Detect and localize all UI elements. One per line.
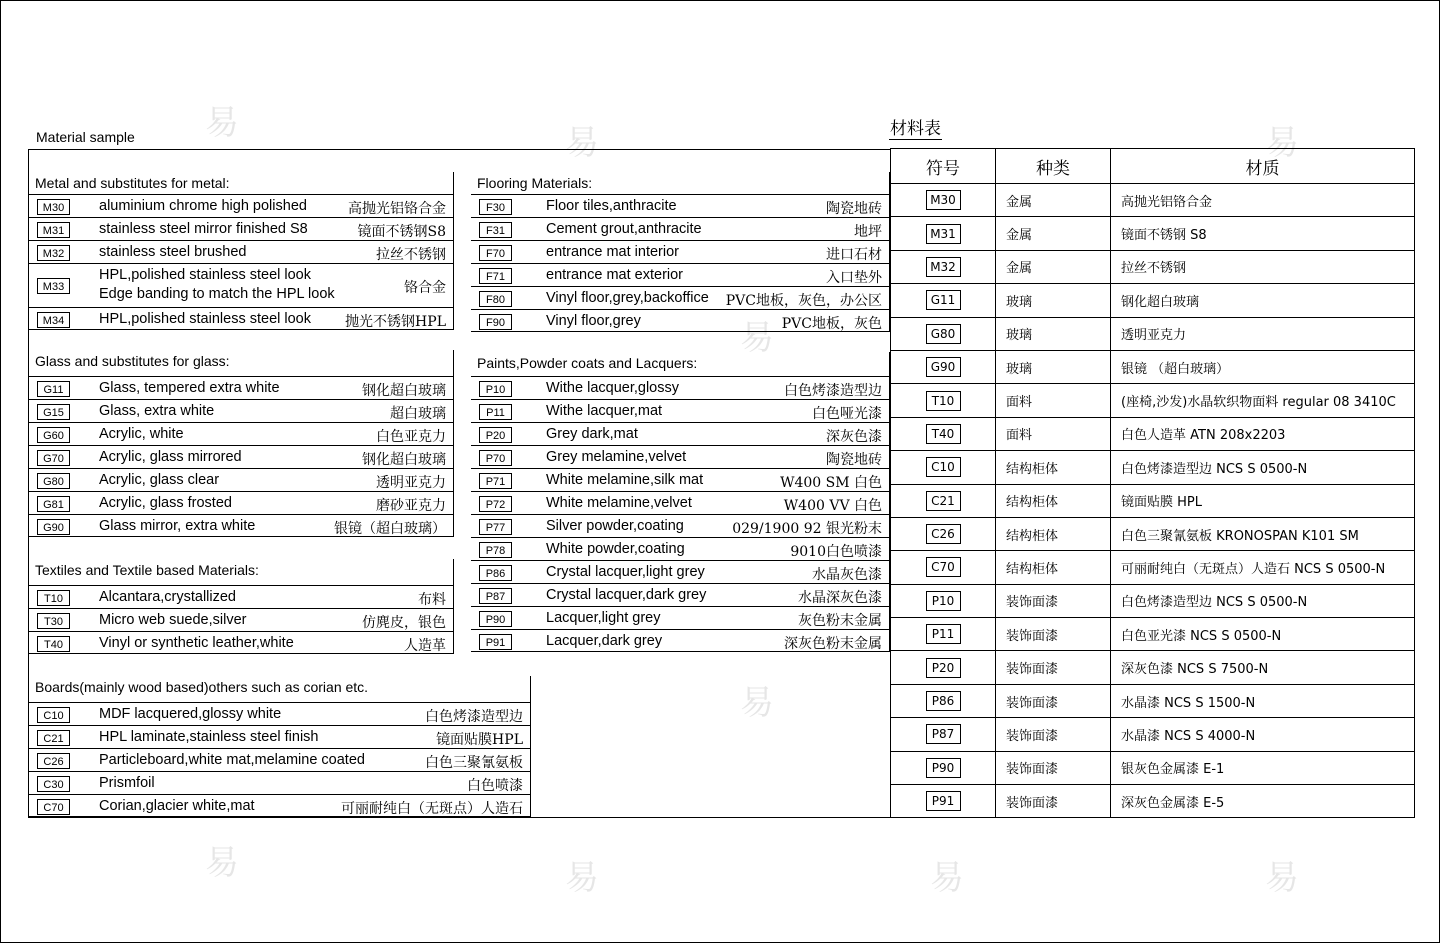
material-code: P78 [479,542,512,558]
material-table-row [891,451,1415,484]
textiles-heading: Textiles and Textile based Materials: [35,562,259,578]
cell-code [891,484,996,517]
material-name-en: Withe lacquer,mat [546,402,663,419]
material-code: P91 [479,634,512,650]
material-name-en: MDF lacquered,glossy white [99,705,282,722]
code-box: G90 [926,357,961,377]
material-name-en: aluminium chrome high polished [99,197,307,214]
material-code: F90 [479,314,512,330]
material-name-en: Acrylic, glass mirrored [99,448,242,465]
material-name-en: stainless steel mirror finished S8 [99,220,308,237]
material-code: F30 [479,199,512,215]
cell-type: 面料 [996,417,1111,450]
material-name-cn: 镜面不锈钢S8 [357,223,446,240]
cell-material: 白色亚光漆 NCS S 0500-N [1111,618,1415,651]
material-name-en: Cement grout,anthracite [546,220,702,237]
material-code: G70 [37,450,70,466]
material-name-en: HPL,polished stainless steel look [99,267,311,283]
material-name-en: Crystal lacquer,dark grey [546,586,707,603]
material-name-cn: PVC地板，灰色 [781,315,882,332]
material-name-en: Grey dark,mat [546,425,638,442]
material-name-cn: 深灰色漆 [826,428,882,445]
material-name-en: Floor tiles,anthracite [546,197,677,214]
watermark-glyph: 易 [565,858,599,898]
material-code: M33 [37,278,70,294]
material-code: G81 [37,496,70,512]
material-table-row [891,350,1415,383]
cell-code [891,718,996,751]
metal-heading: Metal and substitutes for metal: [35,175,230,191]
cell-code [891,417,996,450]
material-table-row [891,217,1415,250]
boards-section-border [530,676,531,817]
cell-type: 装饰面漆 [996,785,1111,818]
material-code: C30 [37,776,70,792]
material-name-en: White melamine,velvet [546,494,692,511]
material-name-cn: 银镜（超白玻璃） [334,520,446,537]
boards-heading: Boards(mainly wood based)others such as corian etc. [35,679,369,695]
material-row [471,491,890,514]
col-header-code: 符号 [891,149,996,184]
material-row [29,491,454,514]
cell-code [891,517,996,550]
cell-code [891,584,996,617]
material-code: T10 [37,590,70,606]
paints-heading: Paints,Powder coats and Lacquers: [477,355,698,371]
material-row [29,307,454,330]
col-header-type: 种类 [996,149,1111,184]
code-box: G80 [926,324,961,344]
material-row [471,240,890,263]
material-name-en: Acrylic, white [99,425,184,442]
material-name-cn: 透明亚克力 [376,474,446,491]
material-name-en: Alcantara,crystallized [99,588,236,605]
material-row [29,608,454,631]
material-name-cn: 入口垫外 [826,269,882,286]
material-code: G60 [37,427,70,443]
material-table-row [891,284,1415,317]
material-sample-title: Material sample [36,129,135,145]
material-row [29,445,454,468]
code-box: P10 [926,591,961,611]
material-code: P11 [479,404,512,420]
material-name-en: Vinyl or synthetic leather,white [99,634,294,651]
material-row [471,537,890,560]
material-name-en: White powder,coating [546,540,685,557]
cell-code [891,751,996,784]
cell-material: 可丽耐纯白（无斑点）人造石 NCS S 0500-N [1111,551,1415,584]
material-table-row [891,184,1415,217]
cell-type: 结构柜体 [996,551,1111,584]
textiles-section-border [453,559,454,654]
material-table-row [891,384,1415,417]
material-name-cn: 陶瓷地砖 [826,200,882,217]
watermark-glyph: 易 [205,103,239,143]
cell-material: 深灰色金属漆 E-5 [1111,785,1415,818]
cell-type: 装饰面漆 [996,584,1111,617]
material-name-en: HPL laminate,stainless steel finish [99,728,319,745]
material-code: T40 [37,636,70,652]
watermark-glyph: 易 [740,683,774,723]
material-code: G90 [37,519,70,535]
material-name-cn: 人造革 [404,637,446,654]
textiles-section [29,559,454,654]
material-code: P87 [479,588,512,604]
material-table-row [891,751,1415,784]
material-code: P77 [479,519,512,535]
material-name-en: Lacquer,light grey [546,609,661,626]
cell-type: 装饰面漆 [996,618,1111,651]
material-name-cn: 9010白色喷漆 [790,543,882,560]
code-box: P20 [926,658,961,678]
cell-material: 钢化超白玻璃 [1111,284,1415,317]
material-name-cn: 水晶灰色漆 [812,566,882,583]
material-table-row [891,250,1415,283]
cell-code [891,184,996,217]
material-row [29,217,454,240]
cell-material: 透明亚克力 [1111,317,1415,350]
material-name-cn: 进口石材 [826,246,882,263]
material-name-cn: 白色亚克力 [376,428,446,445]
cell-type: 金属 [996,184,1111,217]
material-name-cn: 拉丝不锈钢 [376,246,446,263]
material-code: P71 [479,473,512,489]
material-code: P86 [479,565,512,581]
cell-code [891,651,996,684]
code-box: M31 [926,224,961,244]
material-name-en: Withe lacquer,glossy [546,379,679,396]
material-table-header [891,149,1415,184]
material-name-cn: 布料 [418,591,446,608]
material-table-row [891,618,1415,651]
code-box: T10 [926,391,961,411]
material-row [29,794,531,817]
material-name-cn: 镜面贴膜HPL [436,731,523,748]
cell-code [891,250,996,283]
code-box: P87 [926,724,961,744]
material-name-cn: W400 VV 白色 [783,497,882,514]
flooring-section [471,172,890,332]
material-table-row [891,417,1415,450]
material-name-cn: 钢化超白玻璃 [362,382,446,399]
material-name-en: Glass, tempered extra white [99,379,280,396]
material-name-en: Micro web suede,silver [99,611,247,628]
material-name-en: entrance mat interior [546,243,679,260]
material-name-en: Acrylic, glass frosted [99,494,232,511]
material-code: P10 [479,381,512,397]
material-name-en: entrance mat exterior [546,266,684,283]
material-row [471,606,890,629]
material-code: C10 [37,707,70,723]
cell-material: 高抛光铝铬合金 [1111,184,1415,217]
code-box: C21 [926,491,961,511]
cell-code [891,684,996,717]
material-name-cn: 抛光不锈钢HPL [345,313,446,330]
material-name-en: Glass, extra white [99,402,215,419]
material-code: P90 [479,611,512,627]
code-box: C70 [926,557,961,577]
material-row [29,422,454,445]
material-row [29,240,454,263]
code-box: M32 [926,257,961,277]
material-row [29,263,454,307]
material-code: G15 [37,404,70,420]
material-name-cn: 灰色粉末金属 [798,612,882,629]
cell-type: 金属 [996,250,1111,283]
cell-type: 面料 [996,384,1111,417]
cell-material: 深灰色漆 NCS S 7500-N [1111,651,1415,684]
cell-type: 金属 [996,217,1111,250]
glass-heading: Glass and substitutes for glass: [35,353,230,369]
material-name-cn: 仿麂皮，银色 [362,614,446,631]
material-row [471,399,890,422]
material-name-cn: 超白玻璃 [390,405,446,422]
material-row [29,771,531,794]
material-code: P70 [479,450,512,466]
watermark-glyph: 易 [565,123,599,163]
material-row [471,629,890,652]
material-name-cn: 磨砂亚克力 [376,497,446,514]
cell-code [891,785,996,818]
watermark-glyph: 易 [1265,123,1299,163]
watermark-glyph: 易 [740,318,774,358]
code-box: P90 [926,758,961,778]
cell-code [891,350,996,383]
material-table-row [891,517,1415,550]
material-table-row [891,484,1415,517]
code-box: T40 [926,424,961,444]
col-header-material: 材质 [1111,149,1415,184]
cell-type: 结构柜体 [996,451,1111,484]
cell-material: 银灰色金属漆 E-1 [1111,751,1415,784]
material-row [471,468,890,491]
material-name-en: Acrylic, glass clear [99,471,220,488]
cell-type: 装饰面漆 [996,684,1111,717]
material-code: F70 [479,245,512,261]
material-name-cn: 白色喷漆 [467,777,523,794]
cell-material: 白色人造革 ATN 208x2203 [1111,417,1415,450]
material-table-row [891,551,1415,584]
cell-material: 镜面不锈钢 S8 [1111,217,1415,250]
material-name-en: Lacquer,dark grey [546,632,663,649]
cell-material: 水晶漆 NCS S 1500-N [1111,684,1415,717]
watermark-glyph: 易 [1265,858,1299,898]
code-box: M30 [926,190,961,210]
material-code: P72 [479,496,512,512]
material-row [29,585,454,608]
cell-type: 装饰面漆 [996,651,1111,684]
material-code: P20 [479,427,512,443]
material-name-en: Glass mirror, extra white [99,517,256,534]
material-name-en: Prismfoil [99,774,155,791]
material-row [471,422,890,445]
cell-code [891,217,996,250]
cell-material: 银镜 （超白玻璃） [1111,350,1415,383]
paints-section [471,352,890,652]
material-code: G11 [37,381,70,397]
cell-material: 白色烤漆造型边 NCS S 0500-N [1111,451,1415,484]
material-name-cn: 高抛光铝铬合金 [348,200,446,217]
material-name-cn: 铬合金 [404,280,446,296]
material-name-en-line2: Edge banding to match the HPL look [99,286,335,302]
material-name-cn: 深灰色粉末金属 [784,635,882,652]
material-code: C26 [37,753,70,769]
code-box: P91 [926,791,961,811]
code-box: C10 [926,457,961,477]
material-table-row [891,718,1415,751]
material-row [471,217,890,240]
material-table-row [891,317,1415,350]
material-name-en: White melamine,silk mat [546,471,704,488]
material-name-en: Silver powder,coating [546,517,684,534]
material-name-en: stainless steel brushed [99,243,247,260]
material-name-cn: 地坪 [854,223,882,240]
material-code: T30 [37,613,70,629]
material-row [29,399,454,422]
code-box: G11 [926,290,961,310]
material-code: F80 [479,291,512,307]
material-row [29,514,454,537]
code-box: P11 [926,624,961,644]
material-table-title: 材料表 [890,119,941,139]
cell-material: 拉丝不锈钢 [1111,250,1415,283]
material-code: M31 [37,222,70,238]
watermark-glyph: 易 [205,843,239,883]
cell-type: 结构柜体 [996,484,1111,517]
material-table-row [891,684,1415,717]
material-name-en: Particleboard,white mat,melamine coated [99,751,365,768]
material-name-cn: 白色哑光漆 [812,405,882,422]
material-row [29,748,531,771]
glass-section [29,350,454,537]
glass-section-border [453,350,454,537]
material-table-row [891,584,1415,617]
material-row [471,514,890,537]
code-box: C26 [926,524,961,544]
material-name-cn: 029/1900 92 银光粉末 [732,520,882,537]
material-row [29,376,454,399]
material-table-row [891,785,1415,818]
material-row [29,702,531,725]
material-table [890,148,1415,818]
cell-code [891,451,996,484]
material-code: M32 [37,245,70,261]
material-name-cn: W400 SM 白色 [780,474,882,491]
material-name-cn: 钢化超白玻璃 [362,451,446,468]
material-row [471,376,890,399]
material-row [471,286,890,309]
material-row [471,194,890,217]
material-row [471,583,890,606]
cell-type: 玻璃 [996,284,1111,317]
flooring-heading: Flooring Materials: [477,175,593,191]
material-row [471,263,890,286]
cell-code [891,618,996,651]
cell-material: 白色三聚氰氨板 KRONOSPAN K101 SM [1111,517,1415,550]
material-code: F71 [479,268,512,284]
boards-section [29,676,531,817]
material-table-row [891,651,1415,684]
material-row [29,194,454,217]
cell-code [891,384,996,417]
cell-material: 镜面贴膜 HPL [1111,484,1415,517]
material-row [471,560,890,583]
material-row [471,309,890,332]
material-code: G80 [37,473,70,489]
cell-type: 玻璃 [996,350,1111,383]
cell-type: 装饰面漆 [996,718,1111,751]
material-name-cn: 可丽耐纯白（无斑点）人造石 [341,800,523,817]
material-name-cn: 陶瓷地砖 [826,451,882,468]
material-code: F31 [479,222,512,238]
material-name-cn: 白色烤漆造型边 [425,708,523,725]
material-name-en: Grey melamine,velvet [546,448,687,465]
cell-material: 白色烤漆造型边 NCS S 0500-N [1111,584,1415,617]
material-row [29,631,454,654]
cell-type: 玻璃 [996,317,1111,350]
metal-section-border [453,172,454,330]
material-row [471,445,890,468]
material-row [29,468,454,491]
material-row [29,725,531,748]
material-code: C70 [37,799,70,815]
cell-code [891,284,996,317]
cell-code [891,551,996,584]
material-name-en: HPL,polished stainless steel look [99,310,311,327]
metal-section [29,172,454,330]
material-code: M30 [37,199,70,215]
material-name-en: Corian,glacier white,mat [99,797,255,814]
cell-code [891,317,996,350]
material-name-en: Crystal lacquer,light grey [546,563,705,580]
material-name-en: Vinyl floor,grey,backoffice [546,289,709,306]
cell-type: 装饰面漆 [996,751,1111,784]
code-box: P86 [926,691,961,711]
cell-type: 结构柜体 [996,517,1111,550]
material-name-cn: 水晶深灰色漆 [798,589,882,606]
cell-material: (座椅,沙发)水晶软织物面料 regular 08 3410C [1111,384,1415,417]
material-name-en: Vinyl floor,grey [546,312,641,329]
material-name-cn: 白色三聚氰氨板 [425,754,523,771]
material-name-cn: 白色烤漆造型边 [784,382,882,399]
material-code: C21 [37,730,70,746]
material-name-cn: PVC地板，灰色，办公区 [725,292,882,309]
cell-material: 水晶漆 NCS S 4000-N [1111,718,1415,751]
material-code: M34 [37,312,70,328]
watermark-glyph: 易 [930,858,964,898]
